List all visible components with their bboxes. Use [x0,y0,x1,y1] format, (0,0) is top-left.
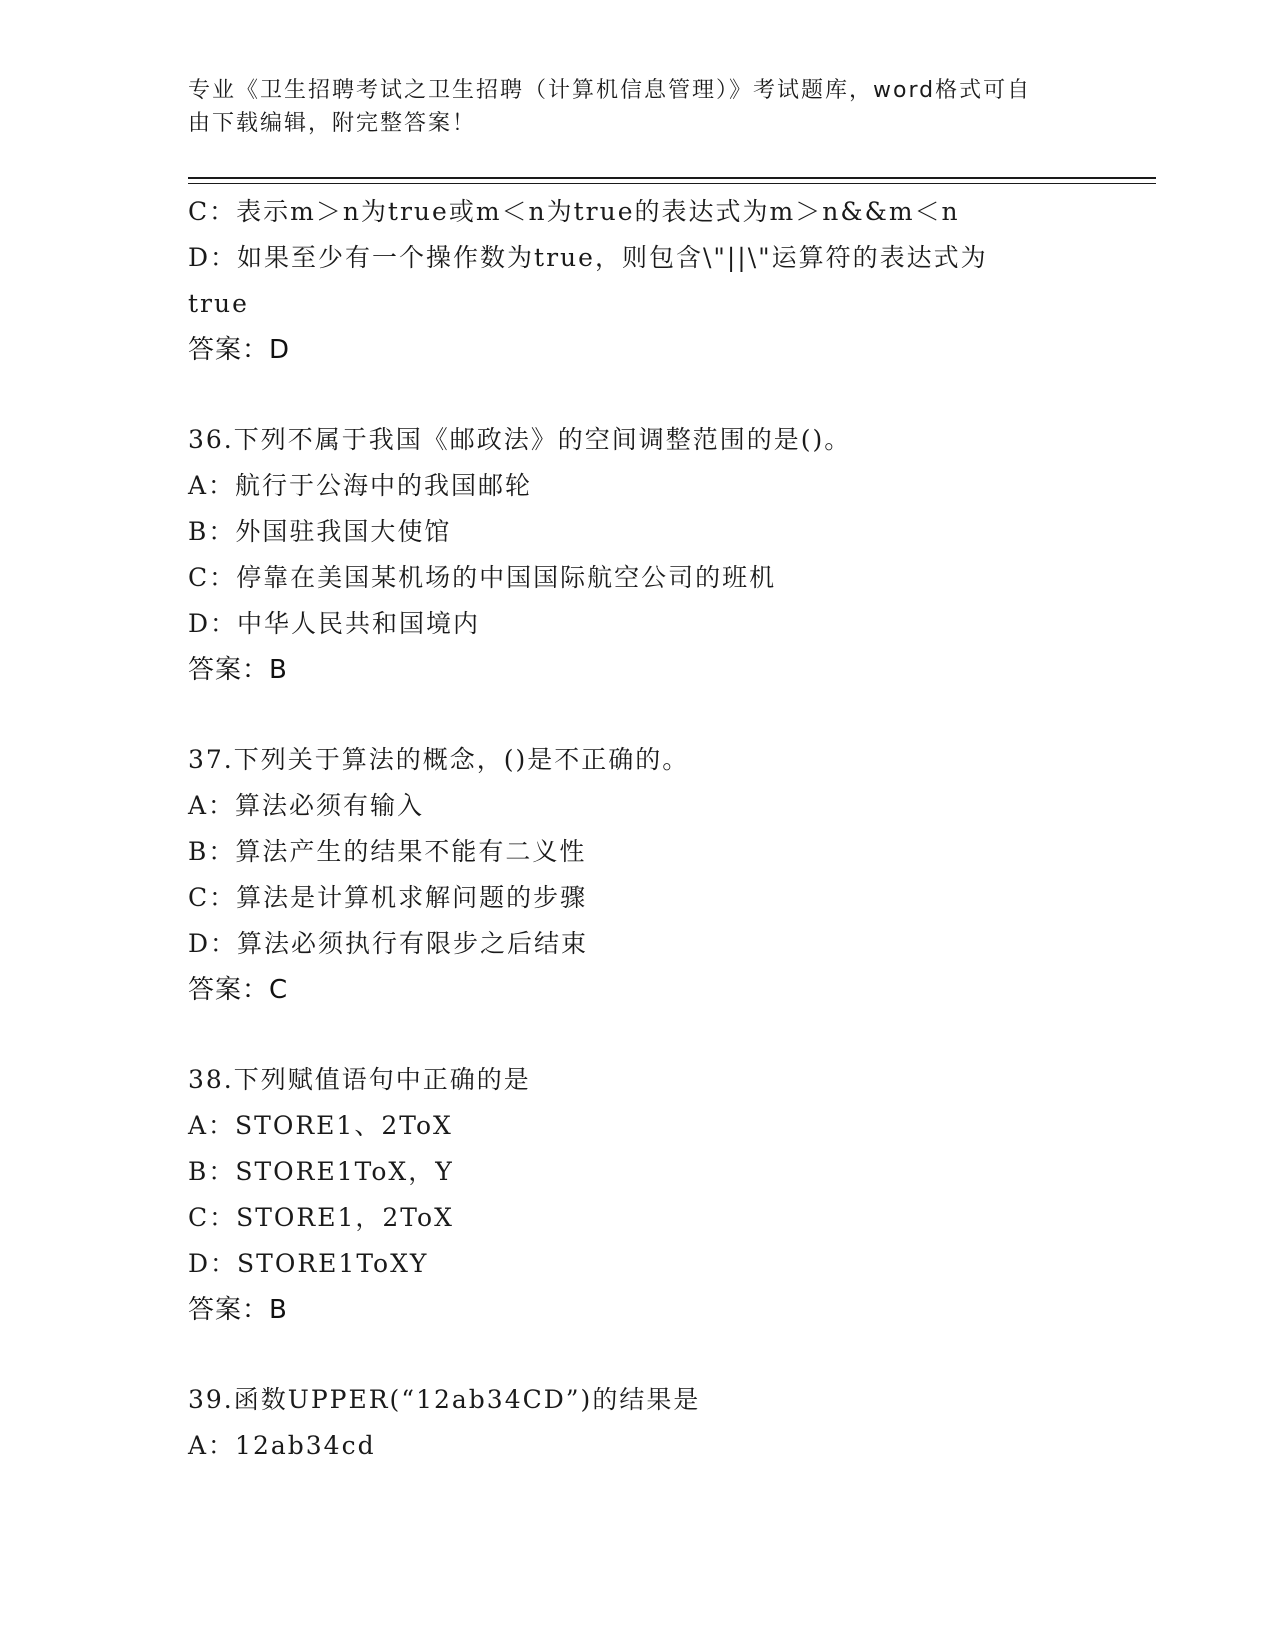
question-36-block [188,417,1088,693]
q38-answer: 答案：B [188,1295,288,1325]
question-38-block [188,1057,1088,1333]
q36-option-d: D：中华人民共和国境内 [188,609,481,638]
spacer [188,1333,1088,1377]
q38-option-a: A：STORE1、2ToX [188,1111,453,1140]
spacer [188,1013,1088,1057]
q38-option-c: C：STORE1，2ToX [188,1203,454,1232]
q38-option-d: D：STORE1ToXY [188,1249,429,1278]
q36-option-a: A：航行于公海中的我国邮轮 [188,471,533,500]
q35-option-d: D：如果至少有一个操作数为true，则包含\"||\"运算符的表达式为 [188,243,988,272]
q37-option-a: A：算法必须有输入 [188,791,425,820]
question-39-block [188,1377,1088,1469]
header-line-2: 由下载编辑，附完整答案！ [188,111,477,136]
header-divider-thick [188,177,1156,179]
q37-question: 37.下列关于算法的概念，()是不正确的。 [188,745,690,774]
q35-option-d-continued: true [188,289,249,318]
q36-answer: 答案：B [188,655,288,685]
q37-option-b: B：算法产生的结果不能有二义性 [188,837,587,866]
spacer [188,373,1088,417]
q37-answer: 答案：C [188,975,289,1005]
q36-option-c: C：停靠在美国某机场的中国国际航空公司的班机 [188,563,777,592]
q35-option-c: C：表示m＞n为true或m＜n为true的表达式为m＞n&&m＜n [188,197,960,226]
header-divider-thin [188,183,1156,184]
header-line-1: 专业《卫生招聘考试之卫生招聘（计算机信息管理）》考试题库，word格式可自 [188,78,1032,103]
question-list [188,189,1088,1469]
q39-option-a: A：12ab34cd [188,1431,376,1460]
spacer [188,693,1088,737]
q38-question: 38.下列赋值语句中正确的是 [188,1065,531,1094]
q38-option-b: B：STORE1ToX，Y [188,1157,454,1186]
q36-option-b: B：外国驻我国大使馆 [188,517,452,546]
q36-question: 36.下列不属于我国《邮政法》的空间调整范围的是()。 [188,425,852,454]
q39-question: 39.函数UPPER(“12ab34CD”)的结果是 [188,1385,701,1414]
document-header [188,74,1068,140]
q37-option-c: C：算法是计算机求解问题的步骤 [188,883,588,912]
q35-answer: 答案：D [188,335,291,365]
question-37-block [188,737,1088,1013]
q37-option-d: D：算法必须执行有限步之后结束 [188,929,589,958]
question-35-block [188,189,1088,373]
